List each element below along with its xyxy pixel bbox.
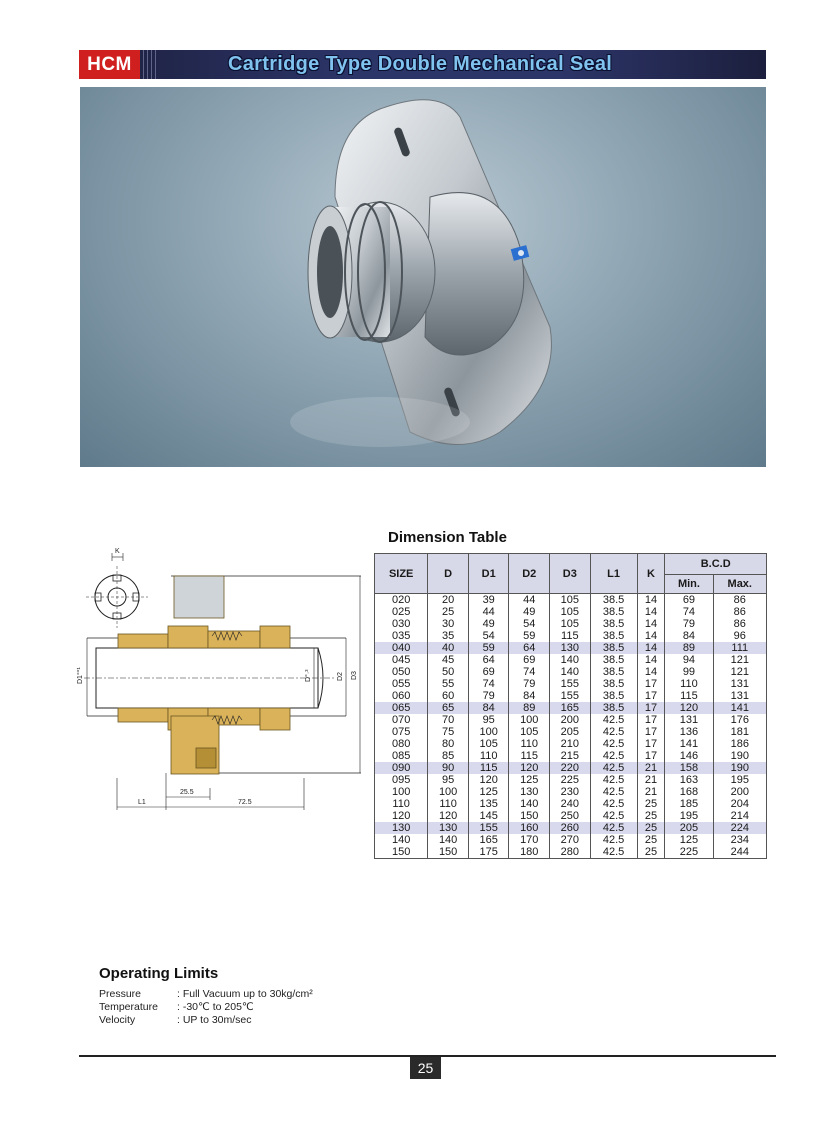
table-cell: 25 (637, 810, 665, 822)
table-cell: 141 (665, 738, 713, 750)
table-cell: 14 (637, 618, 665, 630)
table-row (375, 630, 767, 642)
col-header-bcd: B.C.D (665, 554, 767, 575)
table-cell: 25 (637, 834, 665, 846)
table-cell: 210 (550, 738, 591, 750)
table-cell: 035 (375, 630, 428, 642)
table-cell: 250 (550, 810, 591, 822)
table-cell: 64 (468, 654, 509, 666)
table-cell: 130 (509, 786, 550, 798)
col-header-d1: D1 (468, 554, 509, 594)
table-cell: 49 (509, 606, 550, 618)
table-cell: 80 (428, 738, 469, 750)
table-cell: 17 (637, 714, 665, 726)
table-row (375, 774, 767, 786)
dimension-table-body (375, 594, 767, 859)
table-cell: 070 (375, 714, 428, 726)
table-cell: 180 (509, 846, 550, 859)
table-cell: 42.5 (590, 714, 637, 726)
limit-label: Velocity (99, 1014, 136, 1026)
table-cell: 140 (550, 654, 591, 666)
table-cell: 21 (637, 762, 665, 774)
table-cell: 168 (665, 786, 713, 798)
table-cell: 79 (468, 690, 509, 702)
table-cell: 89 (509, 702, 550, 714)
table-cell: 140 (375, 834, 428, 846)
table-cell: 17 (637, 678, 665, 690)
table-cell: 050 (375, 666, 428, 678)
table-cell: 131 (665, 714, 713, 726)
page-number: 25 (410, 1057, 441, 1079)
table-cell: 115 (550, 630, 591, 642)
table-cell: 130 (428, 822, 469, 834)
table-row (375, 846, 767, 859)
table-cell: 095 (375, 774, 428, 786)
table-cell: 146 (665, 750, 713, 762)
table-cell: 44 (509, 594, 550, 607)
table-cell: 79 (665, 618, 713, 630)
table-cell: 224 (713, 822, 766, 834)
table-cell: 84 (665, 630, 713, 642)
table-row (375, 654, 767, 666)
label-k: K (115, 548, 120, 555)
table-cell: 205 (550, 726, 591, 738)
table-row (375, 606, 767, 618)
table-cell: 130 (375, 822, 428, 834)
table-cell: 115 (665, 690, 713, 702)
table-cell: 176 (713, 714, 766, 726)
operating-limits-title: Operating Limits (99, 965, 219, 982)
table-cell: 42.5 (590, 810, 637, 822)
table-cell: 42.5 (590, 726, 637, 738)
table-cell: 155 (550, 678, 591, 690)
table-cell: 205 (665, 822, 713, 834)
table-row (375, 834, 767, 846)
table-cell: 121 (713, 666, 766, 678)
table-cell: 20 (428, 594, 469, 607)
table-cell: 65 (428, 702, 469, 714)
table-cell: 234 (713, 834, 766, 846)
limit-label: Temperature (99, 1001, 158, 1013)
col-header-size: SIZE (375, 554, 428, 594)
table-cell: 25 (637, 798, 665, 810)
table-cell: 200 (713, 786, 766, 798)
table-cell: 86 (713, 594, 766, 607)
table-cell: 105 (550, 618, 591, 630)
table-cell: 40 (428, 642, 469, 654)
table-cell: 030 (375, 618, 428, 630)
table-row (375, 678, 767, 690)
table-cell: 54 (509, 618, 550, 630)
table-cell: 84 (468, 702, 509, 714)
product-photo (80, 87, 766, 467)
table-cell: 140 (509, 798, 550, 810)
table-cell: 100 (509, 714, 550, 726)
table-cell: 065 (375, 702, 428, 714)
table-cell: 100 (375, 786, 428, 798)
table-cell: 125 (468, 786, 509, 798)
table-row (375, 810, 767, 822)
table-cell: 86 (713, 618, 766, 630)
table-cell: 44 (468, 606, 509, 618)
col-header-d: D (428, 554, 469, 594)
table-cell: 14 (637, 666, 665, 678)
table-cell: 25 (637, 846, 665, 859)
table-cell: 38.5 (590, 678, 637, 690)
table-cell: 49 (468, 618, 509, 630)
limit-value: : Full Vacuum up to 30kg/cm² (177, 988, 313, 1000)
page-title: Cartridge Type Double Mechanical Seal (228, 53, 613, 75)
table-cell: 230 (550, 786, 591, 798)
table-cell: 38.5 (590, 702, 637, 714)
label-72-5: 72.5 (238, 799, 252, 806)
table-cell: 190 (713, 762, 766, 774)
col-header-d3: D3 (550, 554, 591, 594)
table-cell: 95 (468, 714, 509, 726)
table-cell: 69 (665, 594, 713, 607)
label-d3: D3 (351, 671, 358, 680)
table-cell: 14 (637, 594, 665, 607)
table-cell: 090 (375, 762, 428, 774)
table-cell: 45 (428, 654, 469, 666)
cross-section-drawing (76, 548, 366, 816)
table-cell: 125 (509, 774, 550, 786)
table-row (375, 786, 767, 798)
limit-value: : -30℃ to 205℃ (177, 1001, 254, 1013)
table-cell: 38.5 (590, 618, 637, 630)
table-cell: 175 (468, 846, 509, 859)
dimension-table-title: Dimension Table (388, 529, 507, 546)
table-cell: 70 (428, 714, 469, 726)
col-header-l1: L1 (590, 554, 637, 594)
table-cell: 120 (468, 774, 509, 786)
operating-limits-list (99, 988, 313, 1027)
table-cell: 14 (637, 654, 665, 666)
table-cell: 155 (468, 822, 509, 834)
table-cell: 195 (713, 774, 766, 786)
table-row (375, 666, 767, 678)
table-cell: 60 (428, 690, 469, 702)
label-d: D°·³ (305, 669, 312, 682)
table-cell: 38.5 (590, 690, 637, 702)
table-cell: 100 (428, 786, 469, 798)
table-cell: 120 (665, 702, 713, 714)
table-cell: 74 (468, 678, 509, 690)
table-cell: 170 (509, 834, 550, 846)
table-cell: 42.5 (590, 750, 637, 762)
table-cell: 99 (665, 666, 713, 678)
table-cell: 38.5 (590, 642, 637, 654)
table-cell: 85 (428, 750, 469, 762)
table-cell: 145 (468, 810, 509, 822)
table-cell: 42.5 (590, 834, 637, 846)
table-cell: 17 (637, 702, 665, 714)
table-cell: 060 (375, 690, 428, 702)
table-row (375, 594, 767, 607)
table-cell: 42.5 (590, 798, 637, 810)
table-cell: 244 (713, 846, 766, 859)
table-cell: 17 (637, 690, 665, 702)
table-cell: 50 (428, 666, 469, 678)
limit-pressure (99, 988, 313, 1001)
table-cell: 110 (375, 798, 428, 810)
seal-illustration (80, 87, 766, 467)
table-cell: 59 (468, 642, 509, 654)
table-cell: 115 (468, 762, 509, 774)
table-cell: 160 (509, 822, 550, 834)
table-cell: 54 (468, 630, 509, 642)
table-cell: 105 (550, 606, 591, 618)
table-cell: 25 (637, 822, 665, 834)
header-bar (79, 50, 766, 79)
table-cell: 136 (665, 726, 713, 738)
table-cell: 42.5 (590, 738, 637, 750)
table-cell: 14 (637, 606, 665, 618)
table-cell: 75 (428, 726, 469, 738)
table-cell: 150 (509, 810, 550, 822)
table-cell: 080 (375, 738, 428, 750)
table-cell: 74 (665, 606, 713, 618)
table-cell: 21 (637, 774, 665, 786)
table-cell: 74 (509, 666, 550, 678)
table-cell: 140 (428, 834, 469, 846)
table-cell: 17 (637, 738, 665, 750)
table-cell: 64 (509, 642, 550, 654)
table-cell: 204 (713, 798, 766, 810)
table-cell: 085 (375, 750, 428, 762)
table-cell: 86 (713, 606, 766, 618)
table-cell: 38.5 (590, 606, 637, 618)
table-cell: 075 (375, 726, 428, 738)
label-25-5: 25.5 (180, 789, 194, 796)
table-cell: 158 (665, 762, 713, 774)
table-cell: 105 (509, 726, 550, 738)
table-cell: 55 (428, 678, 469, 690)
table-cell: 42.5 (590, 846, 637, 859)
table-cell: 120 (375, 810, 428, 822)
label-l1: L1 (138, 799, 146, 806)
table-cell: 185 (665, 798, 713, 810)
table-cell: 105 (468, 738, 509, 750)
table-row (375, 762, 767, 774)
table-row (375, 738, 767, 750)
table-row (375, 750, 767, 762)
table-cell: 214 (713, 810, 766, 822)
table-row (375, 690, 767, 702)
table-cell: 025 (375, 606, 428, 618)
limit-temperature (99, 1001, 313, 1014)
table-cell: 240 (550, 798, 591, 810)
table-cell: 25 (428, 606, 469, 618)
col-header-k: K (637, 554, 665, 594)
table-row (375, 618, 767, 630)
table-cell: 280 (550, 846, 591, 859)
table-cell: 14 (637, 630, 665, 642)
table-cell: 30 (428, 618, 469, 630)
table-cell: 130 (550, 642, 591, 654)
table-row (375, 642, 767, 654)
table-row (375, 798, 767, 810)
table-cell: 120 (509, 762, 550, 774)
table-cell: 155 (550, 690, 591, 702)
table-cell: 110 (468, 750, 509, 762)
table-cell: 040 (375, 642, 428, 654)
col-header-bcd-min: Min. (665, 575, 713, 594)
limit-value: : UP to 30m/sec (177, 1014, 252, 1026)
table-cell: 42.5 (590, 822, 637, 834)
table-cell: 220 (550, 762, 591, 774)
table-cell: 89 (665, 642, 713, 654)
col-header-bcd-max: Max. (713, 575, 766, 594)
table-cell: 38.5 (590, 654, 637, 666)
table-row (375, 702, 767, 714)
table-cell: 35 (428, 630, 469, 642)
table-cell: 141 (713, 702, 766, 714)
seal-cross-section (76, 548, 366, 816)
table-cell: 42.5 (590, 786, 637, 798)
col-header-d2: D2 (509, 554, 550, 594)
table-cell: 055 (375, 678, 428, 690)
table-row (375, 726, 767, 738)
table-cell: 121 (713, 654, 766, 666)
table-row (375, 822, 767, 834)
table-cell: 17 (637, 726, 665, 738)
table-cell: 150 (428, 846, 469, 859)
header-stripes (143, 50, 159, 79)
table-cell: 94 (665, 654, 713, 666)
table-cell: 195 (665, 810, 713, 822)
table-cell: 131 (713, 678, 766, 690)
table-cell: 38.5 (590, 594, 637, 607)
table-cell: 150 (375, 846, 428, 859)
table-row (375, 714, 767, 726)
table-cell: 225 (550, 774, 591, 786)
table-cell: 215 (550, 750, 591, 762)
table-cell: 39 (468, 594, 509, 607)
table-cell: 120 (428, 810, 469, 822)
table-cell: 181 (713, 726, 766, 738)
table-cell: 190 (713, 750, 766, 762)
table-cell: 200 (550, 714, 591, 726)
front-view (86, 548, 148, 628)
table-cell: 90 (428, 762, 469, 774)
table-cell: 163 (665, 774, 713, 786)
table-cell: 165 (550, 702, 591, 714)
table-cell: 020 (375, 594, 428, 607)
table-cell: 115 (509, 750, 550, 762)
table-cell: 225 (665, 846, 713, 859)
table-cell: 111 (713, 642, 766, 654)
table-cell: 79 (509, 678, 550, 690)
table-cell: 135 (468, 798, 509, 810)
table-cell: 110 (665, 678, 713, 690)
table-cell: 95 (428, 774, 469, 786)
table-cell: 14 (637, 642, 665, 654)
limit-label: Pressure (99, 988, 142, 1000)
table-cell: 131 (713, 690, 766, 702)
table-cell: 38.5 (590, 666, 637, 678)
table-cell: 84 (509, 690, 550, 702)
table-cell: 165 (468, 834, 509, 846)
table-cell: 69 (509, 654, 550, 666)
table-cell: 110 (509, 738, 550, 750)
label-d1: D1°°¹ (77, 667, 84, 684)
table-cell: 96 (713, 630, 766, 642)
dimension-table (374, 553, 767, 859)
table-cell: 42.5 (590, 762, 637, 774)
table-cell: 105 (550, 594, 591, 607)
table-cell: 260 (550, 822, 591, 834)
brand-badge: HCM (79, 50, 140, 79)
table-cell: 21 (637, 786, 665, 798)
table-cell: 140 (550, 666, 591, 678)
table-cell: 69 (468, 666, 509, 678)
table-cell: 17 (637, 750, 665, 762)
table-cell: 42.5 (590, 774, 637, 786)
table-cell: 270 (550, 834, 591, 846)
table-cell: 38.5 (590, 630, 637, 642)
table-cell: 59 (509, 630, 550, 642)
table-cell: 186 (713, 738, 766, 750)
limit-velocity (99, 1014, 313, 1027)
table-cell: 110 (428, 798, 469, 810)
label-d2: D2 (337, 672, 344, 681)
table-cell: 100 (468, 726, 509, 738)
table-cell: 045 (375, 654, 428, 666)
table-cell: 125 (665, 834, 713, 846)
